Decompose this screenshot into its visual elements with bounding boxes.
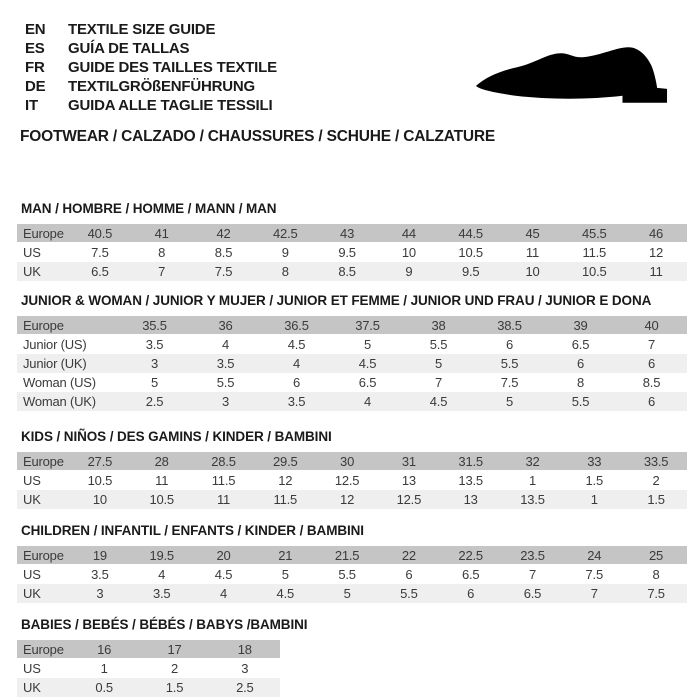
size-value-cell: 8.5 xyxy=(214,245,233,260)
size-value-cell: 4.5 xyxy=(358,356,377,371)
row-label: Europe xyxy=(23,547,64,563)
size-value-cell: 21.5 xyxy=(334,547,360,563)
size-value-cell: 40.5 xyxy=(87,225,113,241)
size-table xyxy=(17,452,687,509)
row-label: Junior (UK) xyxy=(23,356,87,371)
table-row xyxy=(17,584,687,603)
table-row xyxy=(17,678,280,697)
row-label: Europe xyxy=(23,641,64,657)
language-code: IT xyxy=(25,97,38,114)
language-guide-title: TEXTILE SIZE GUIDE xyxy=(68,21,216,38)
size-value-cell: 3.5 xyxy=(152,586,171,601)
size-value-cell: 13.5 xyxy=(520,492,545,507)
size-value-cell: 7.5 xyxy=(500,375,519,390)
size-value-cell: 9.5 xyxy=(338,245,356,260)
table-row xyxy=(17,452,687,471)
size-value-cell: 10 xyxy=(525,264,540,279)
size-value-cell: 7 xyxy=(528,567,536,582)
size-value-cell: 11 xyxy=(525,245,540,260)
size-value-cell: 7 xyxy=(590,586,598,601)
size-value-cell: 31.5 xyxy=(458,453,483,469)
size-value-cell: 11.5 xyxy=(273,492,298,507)
size-value-cell: 35.5 xyxy=(142,317,167,333)
size-value-cell: 11.5 xyxy=(582,245,607,260)
table-row xyxy=(17,565,687,584)
size-value-cell: 6 xyxy=(647,394,656,409)
size-value-cell: 2 xyxy=(170,661,178,676)
size-value-cell: 40 xyxy=(644,317,659,333)
size-value-cell: 11 xyxy=(216,492,231,507)
size-value-cell: 1.5 xyxy=(647,492,665,507)
size-value-cell: 46 xyxy=(649,225,664,241)
size-value-cell: 23.5 xyxy=(520,547,545,563)
table-row xyxy=(17,262,687,281)
table-row xyxy=(17,640,280,659)
language-guide-title: GUIDA ALLE TAGLIE TESSILI xyxy=(68,97,273,114)
size-value-cell: 10 xyxy=(401,245,416,260)
size-value-cell: 42.5 xyxy=(273,225,298,241)
size-value-cell: 11 xyxy=(155,473,169,488)
size-value-cell: 28.5 xyxy=(211,453,236,469)
size-value-cell: 4 xyxy=(363,394,372,409)
size-value-cell: 6 xyxy=(467,586,475,601)
row-label: Woman (UK) xyxy=(23,394,96,409)
size-value-cell: 1.5 xyxy=(585,473,604,488)
size-value-cell: 5.5 xyxy=(338,567,356,582)
row-label: US xyxy=(23,661,41,676)
row-label: US xyxy=(23,473,41,488)
table-row xyxy=(17,354,687,373)
size-value-cell: 3.5 xyxy=(91,567,109,582)
size-value-cell: 41 xyxy=(154,225,169,241)
size-value-cell: 8.5 xyxy=(642,375,661,390)
row-label: US xyxy=(23,245,41,260)
row-label: Junior (US) xyxy=(23,337,87,352)
size-value-cell: 36.5 xyxy=(284,317,309,333)
size-value-cell: 13.5 xyxy=(458,473,483,488)
size-section xyxy=(17,617,687,697)
size-value-cell: 5 xyxy=(434,356,443,371)
language-guide-title: GUIDE DES TAILLES TEXTILE xyxy=(68,59,277,76)
size-value-cell: 29.5 xyxy=(273,453,298,469)
size-value-cell: 7 xyxy=(647,337,656,352)
size-table xyxy=(17,316,687,411)
size-value-cell: 13 xyxy=(401,473,416,488)
row-label: Europe xyxy=(23,453,64,469)
size-value-cell: 4 xyxy=(292,356,301,371)
size-value-cell: 33 xyxy=(587,453,602,469)
table-row xyxy=(17,546,687,565)
size-value-cell: 8 xyxy=(158,245,166,260)
size-value-cell: 25 xyxy=(649,547,664,563)
size-value-cell: 6.5 xyxy=(461,567,480,582)
size-value-cell: 10.5 xyxy=(87,473,113,488)
size-value-cell: 7 xyxy=(434,375,443,390)
table-row xyxy=(17,490,687,509)
size-value-cell: 3 xyxy=(221,394,230,409)
table-row xyxy=(17,392,687,411)
size-table xyxy=(17,640,280,697)
size-value-cell: 27.5 xyxy=(87,453,113,469)
table-row xyxy=(17,373,687,392)
size-value-cell: 17 xyxy=(167,641,182,657)
size-section xyxy=(17,293,687,411)
size-value-cell: 5.5 xyxy=(400,586,418,601)
language-code: DE xyxy=(25,78,46,95)
table-row xyxy=(17,316,687,335)
size-value-cell: 42 xyxy=(216,225,231,241)
language-code: ES xyxy=(25,40,45,57)
size-table xyxy=(17,224,687,281)
size-value-cell: 19 xyxy=(92,547,107,563)
section-title: JUNIOR & WOMAN / JUNIOR Y MUJER / JUNIOR ET FEMME / JUNIOR UND FRAU / JUNIOR E DONA xyxy=(21,293,652,308)
size-value-cell: 31 xyxy=(401,453,416,469)
size-value-cell: 8 xyxy=(281,264,289,279)
size-value-cell: 9.5 xyxy=(461,264,480,279)
size-value-cell: 0.5 xyxy=(95,680,113,695)
size-value-cell: 6 xyxy=(647,356,656,371)
size-value-cell: 6 xyxy=(405,567,413,582)
category-heading: FOOTWEAR / CALZADO / CHAUSSURES / SCHUHE / CALZATURE xyxy=(20,128,495,145)
size-value-cell: 6.5 xyxy=(91,264,109,279)
size-value-cell: 1 xyxy=(590,492,598,507)
size-value-cell: 2.5 xyxy=(236,680,254,695)
row-label: Woman (US) xyxy=(23,375,96,390)
language-row xyxy=(25,20,687,39)
size-value-cell: 9 xyxy=(281,245,289,260)
size-value-cell: 11 xyxy=(649,264,663,279)
size-value-cell: 6 xyxy=(505,337,514,352)
size-value-cell: 5.5 xyxy=(429,337,448,352)
size-value-cell: 3 xyxy=(150,356,159,371)
size-value-cell: 4.5 xyxy=(287,337,306,352)
size-section xyxy=(17,523,687,603)
size-value-cell: 10 xyxy=(92,492,107,507)
size-value-cell: 5.5 xyxy=(500,356,519,371)
size-value-cell: 30 xyxy=(340,453,355,469)
row-label: UK xyxy=(23,586,41,601)
language-code: EN xyxy=(25,21,46,38)
size-value-cell: 44 xyxy=(401,225,416,241)
size-value-cell: 19.5 xyxy=(149,547,174,563)
size-value-cell: 7.5 xyxy=(585,567,604,582)
section-title: KIDS / NIÑOS / DES GAMINS / KINDER / BAMBINI xyxy=(21,429,332,444)
size-value-cell: 4 xyxy=(221,337,230,352)
size-value-cell: 5 xyxy=(150,375,159,390)
size-value-cell: 45.5 xyxy=(582,225,607,241)
size-value-cell: 16 xyxy=(97,641,112,657)
size-value-cell: 20 xyxy=(216,547,231,563)
section-title: BABIES / BEBÉS / BÉBÉS / BABYS /BAMBINI xyxy=(21,617,308,632)
language-code: FR xyxy=(25,59,45,76)
size-value-cell: 2 xyxy=(652,473,660,488)
size-value-cell: 1 xyxy=(100,661,108,676)
size-value-cell: 3.5 xyxy=(145,337,164,352)
size-value-cell: 7.5 xyxy=(647,586,665,601)
table-row xyxy=(17,243,687,262)
size-section xyxy=(17,201,687,281)
size-value-cell: 5 xyxy=(343,586,351,601)
size-value-cell: 7.5 xyxy=(214,264,233,279)
size-value-cell: 3 xyxy=(96,586,104,601)
table-row xyxy=(17,335,687,354)
size-value-cell: 5 xyxy=(505,394,514,409)
row-label: Europe xyxy=(23,225,64,241)
size-value-cell: 6 xyxy=(292,375,301,390)
size-value-cell: 5.5 xyxy=(216,375,235,390)
size-value-cell: 8 xyxy=(576,375,585,390)
dress-shoe-icon xyxy=(472,41,670,107)
section-title: CHILDREN / INFANTIL / ENFANTS / KINDER / BAMBINI xyxy=(21,523,364,538)
size-value-cell: 38.5 xyxy=(497,317,522,333)
size-value-cell: 10.5 xyxy=(582,264,607,279)
size-value-cell: 4.5 xyxy=(429,394,448,409)
size-value-cell: 28 xyxy=(154,453,169,469)
size-value-cell: 6.5 xyxy=(358,375,377,390)
language-guide-title: GUÍA DE TALLAS xyxy=(68,40,190,57)
size-value-cell: 33.5 xyxy=(643,453,669,469)
size-value-cell: 3.5 xyxy=(216,356,235,371)
size-value-cell: 1 xyxy=(528,473,536,488)
size-value-cell: 45 xyxy=(525,225,540,241)
size-value-cell: 39 xyxy=(573,317,588,333)
size-value-cell: 6 xyxy=(576,356,585,371)
language-guide-title: TEXTILGRÖßENFÜHRUNG xyxy=(68,78,256,95)
size-value-cell: 3 xyxy=(241,661,249,676)
size-value-cell: 9 xyxy=(405,264,413,279)
size-value-cell: 13 xyxy=(463,492,478,507)
size-value-cell: 12 xyxy=(278,473,293,488)
size-value-cell: 10.5 xyxy=(458,245,483,260)
size-value-cell: 12 xyxy=(340,492,355,507)
size-value-cell: 4.5 xyxy=(276,586,295,601)
table-row xyxy=(17,659,280,678)
size-value-cell: 22.5 xyxy=(458,547,483,563)
size-value-cell: 7.5 xyxy=(91,245,109,260)
size-value-cell: 4 xyxy=(158,567,166,582)
size-value-cell: 43 xyxy=(340,225,355,241)
table-row xyxy=(17,471,687,490)
size-value-cell: 5 xyxy=(363,337,372,352)
size-value-cell: 12.5 xyxy=(396,492,422,507)
size-value-cell: 12.5 xyxy=(334,473,360,488)
size-value-cell: 4 xyxy=(219,586,227,601)
size-value-cell: 12 xyxy=(649,245,664,260)
size-value-cell: 8.5 xyxy=(338,264,356,279)
row-label: UK xyxy=(23,680,41,695)
size-value-cell: 37.5 xyxy=(355,317,380,333)
size-table xyxy=(17,546,687,603)
row-label: Europe xyxy=(23,317,64,333)
size-value-cell: 18 xyxy=(237,641,252,657)
size-value-cell: 36 xyxy=(218,317,233,333)
row-label: US xyxy=(23,567,41,582)
row-label: UK xyxy=(23,264,41,279)
size-section xyxy=(17,429,687,509)
table-row xyxy=(17,224,687,243)
size-value-cell: 6.5 xyxy=(571,337,590,352)
size-value-cell: 6.5 xyxy=(523,586,542,601)
size-value-cell: 3.5 xyxy=(287,394,306,409)
size-value-cell: 21 xyxy=(278,547,293,563)
section-title: MAN / HOMBRE / HOMME / MANN / MAN xyxy=(21,201,277,216)
size-value-cell: 22 xyxy=(401,547,416,563)
size-value-cell: 11.5 xyxy=(211,473,236,488)
size-value-cell: 10.5 xyxy=(149,492,174,507)
size-value-cell: 38 xyxy=(431,317,446,333)
size-value-cell: 5 xyxy=(281,567,289,582)
row-label: UK xyxy=(23,492,41,507)
size-value-cell: 24 xyxy=(587,547,602,563)
size-value-cell: 44.5 xyxy=(458,225,483,241)
size-value-cell: 32 xyxy=(525,453,540,469)
size-value-cell: 4.5 xyxy=(214,567,233,582)
size-value-cell: 2.5 xyxy=(145,394,164,409)
size-value-cell: 7 xyxy=(158,264,166,279)
size-value-cell: 1.5 xyxy=(165,680,184,695)
size-value-cell: 8 xyxy=(652,567,660,582)
size-value-cell: 5.5 xyxy=(571,394,590,409)
size-tables xyxy=(17,201,687,697)
